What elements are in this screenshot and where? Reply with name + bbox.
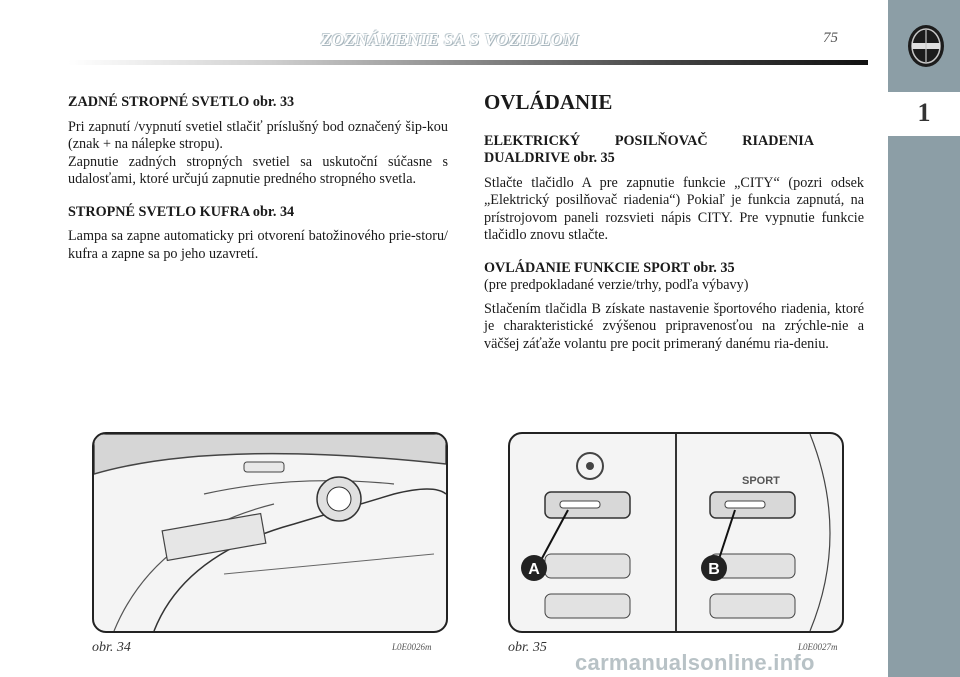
paragraph: Lampa sa zapne automaticky pri otvorení batožinového prie-storu/ kufra a zapne sa po jeho uzavretí. <box>68 228 448 262</box>
trunk-light-illustration <box>94 434 446 631</box>
dualdrive-sport-buttons-illustration <box>510 434 842 631</box>
watermark: carmanualsonline.info <box>575 650 815 675</box>
paragraph-text: Zapnutie zadných stropných svetiel sa uskutoční súčasne s udalosťami, ktoré určujú zapnutie predného stropného svetla. <box>68 153 448 187</box>
figure-35-code: L0E0027m <box>798 642 838 652</box>
chapter-number: 1 <box>917 98 931 127</box>
page-number: 75 <box>823 30 838 46</box>
left-column <box>68 94 448 278</box>
figure-34-caption: obr. 34 <box>92 640 131 655</box>
figure-34-trunk-light <box>92 432 448 633</box>
paragraph: Stlačte tlačidlo A pre zapnutie funkcie „CITY“ (pozri odsek „Elektrický posilňovač riadenia“) Pokiaľ je funkcia zapnutá, na prístrojovom paneli rozsvieti nápis CITY. Pre vypnutie funkcie tlačidlo znovu stlačte. <box>484 174 864 243</box>
lancia-shield-icon <box>907 24 945 68</box>
figure-35-caption: obr. 35 <box>508 640 547 655</box>
chapter-section-title: OVLÁDANIE <box>484 90 613 114</box>
availability-note: (pre predpokladané verzie/trhy, podľa výbavy) <box>484 277 749 293</box>
section-heading-sport: OVLÁDANIE FUNKCIE SPORT obr. 35 <box>484 259 735 276</box>
callout-a-label: A <box>528 561 540 578</box>
section-heading-rear-light: ZADNÉ STROPNÉ SVETLO obr. 33 <box>68 94 295 110</box>
sport-label: SPORT <box>742 475 780 487</box>
paragraph <box>68 119 448 154</box>
section-heading-dualdrive: ELEKTRICKÝ POSILŇOVAČ RIADENIA DUALDRIVE obr. 35 <box>484 132 814 166</box>
right-column <box>484 90 864 368</box>
paragraph: Stlačením tlačidla B získate nastavenie športového riadenia, ktoré je charakteristické zvýšenou pripravenosťou na zrýchle-nie a väčšej záťaže volantu pre pocit primeraný danému ria-deniu. <box>484 300 864 352</box>
callout-b-label: B <box>708 561 720 578</box>
header-rule <box>68 60 868 65</box>
figure-34-code: L0E0026m <box>392 642 432 652</box>
figure-35-dualdrive-sport <box>508 432 844 633</box>
running-header: ZOZNÁMENIE SA S VOZIDLOM <box>320 30 580 49</box>
paragraph <box>68 154 448 189</box>
paragraph-text: Pri zapnutí /vypnutí svetiel stlačiť príslušný bod označený šip-kou (znak + na nálepke stropu). <box>68 118 448 152</box>
section-heading-trunk-light: STROPNÉ SVETLO KUFRA obr. 34 <box>68 203 295 220</box>
